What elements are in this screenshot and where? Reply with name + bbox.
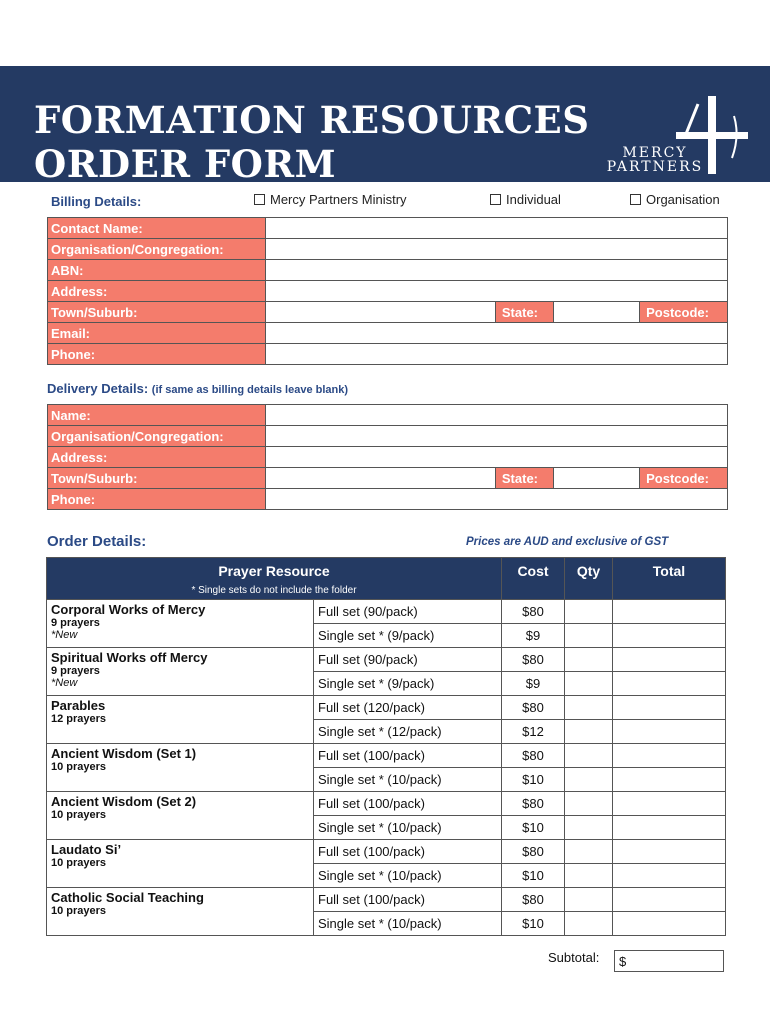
billing-table [47, 217, 728, 365]
delivery-phone-field[interactable] [265, 489, 727, 510]
single-set-qty[interactable] [565, 624, 613, 648]
table-row [47, 888, 726, 912]
abn-label: ABN: [48, 260, 266, 281]
resource-name: Corporal Works of Mercy [51, 602, 206, 617]
delivery-address-label: Address: [48, 447, 266, 468]
total-header: Total [613, 558, 726, 600]
resource-prayers: 10 prayers [51, 809, 107, 821]
town-field[interactable] [265, 302, 495, 323]
delivery-note: (if same as billing details leave blank) [151, 384, 349, 396]
delivery-label [47, 381, 348, 396]
resource-name: Spiritual Works off Mercy [51, 650, 208, 665]
resource-name: Parables [51, 698, 106, 713]
single-set-qty[interactable] [565, 720, 613, 744]
full-set-qty[interactable] [565, 888, 613, 912]
single-set-cost: $12 [502, 720, 565, 744]
table-row [47, 600, 726, 624]
full-set-cost: $80 [502, 600, 565, 624]
resource-prayers: 10 prayers [51, 905, 107, 917]
email-label: Email: [48, 323, 266, 344]
single-set-qty[interactable] [565, 816, 613, 840]
resource-name-cell [47, 648, 314, 696]
phone-field[interactable] [265, 344, 727, 365]
full-set-label: Full set (100/pack) [314, 840, 502, 864]
resource-prayers: 10 prayers [51, 761, 107, 773]
full-set-label: Full set (90/pack) [314, 600, 502, 624]
checkbox-icon[interactable] [490, 194, 501, 205]
billing-label: Billing Details: [51, 194, 142, 209]
single-set-qty[interactable] [565, 768, 613, 792]
resource-name: Laudato Si’ [51, 842, 122, 857]
option-individual[interactable] [490, 192, 561, 207]
resource-name-cell [47, 600, 314, 648]
resource-prayers: 10 prayers [51, 857, 107, 869]
single-set-label: Single set * (10/pack) [314, 816, 502, 840]
contact-name-field[interactable] [265, 218, 727, 239]
full-set-label: Full set (120/pack) [314, 696, 502, 720]
resource-header [47, 558, 502, 600]
full-set-cost: $80 [502, 744, 565, 768]
full-set-label: Full set (100/pack) [314, 792, 502, 816]
phone-label: Phone: [48, 344, 266, 365]
delivery-state-label: State: [495, 468, 554, 489]
full-set-total[interactable] [613, 600, 726, 624]
delivery-title: Delivery Details: [47, 381, 149, 396]
state-field[interactable] [554, 302, 640, 323]
delivery-organisation-field[interactable] [265, 426, 727, 447]
full-set-cost: $80 [502, 648, 565, 672]
resource-name-cell [47, 744, 314, 792]
state-label: State: [495, 302, 554, 323]
delivery-name-label: Name: [48, 405, 266, 426]
single-set-cost: $9 [502, 624, 565, 648]
single-set-total[interactable] [613, 864, 726, 888]
title-line-1: FORMATION RESOURCES [34, 98, 590, 142]
full-set-cost: $80 [502, 792, 565, 816]
full-set-total[interactable] [613, 792, 726, 816]
resource-new-badge: *New [51, 677, 78, 689]
single-set-label: Single set * (9/pack) [314, 672, 502, 696]
single-set-label: Single set * (12/pack) [314, 720, 502, 744]
contact-name-label: Contact Name: [48, 218, 266, 239]
table-row [47, 744, 726, 768]
single-set-qty[interactable] [565, 864, 613, 888]
resource-header-label: Prayer Resource [218, 563, 330, 579]
full-set-qty[interactable] [565, 600, 613, 624]
single-set-label: Single set * (10/pack) [314, 864, 502, 888]
delivery-table [47, 404, 728, 510]
full-set-total[interactable] [613, 696, 726, 720]
abn-field[interactable] [265, 260, 727, 281]
page-title [34, 98, 589, 186]
resource-name: Catholic Social Teaching [51, 890, 204, 905]
town-label: Town/Suburb: [48, 302, 266, 323]
postcode-label: Postcode: [640, 302, 728, 323]
full-set-total[interactable] [613, 744, 726, 768]
full-set-qty[interactable] [565, 648, 613, 672]
full-set-cost: $80 [502, 696, 565, 720]
option-label: Organisation [646, 192, 720, 207]
single-set-label: Single set * (9/pack) [314, 624, 502, 648]
qty-header: Qty [565, 558, 613, 600]
single-set-total[interactable] [613, 672, 726, 696]
single-set-cost: $10 [502, 816, 565, 840]
resource-prayers: 9 prayers [51, 665, 100, 677]
single-set-cost: $10 [502, 768, 565, 792]
resource-name: Ancient Wisdom (Set 1) [51, 746, 197, 761]
full-set-qty[interactable] [565, 792, 613, 816]
resource-name-cell [47, 696, 314, 744]
option-label: Mercy Partners Ministry [270, 192, 407, 207]
full-set-total[interactable] [613, 888, 726, 912]
resource-name-cell [47, 840, 314, 888]
order-table [46, 557, 726, 936]
order-body [47, 600, 726, 936]
delivery-postcode-label: Postcode: [640, 468, 728, 489]
logo-text [600, 146, 710, 174]
single-set-total[interactable] [613, 768, 726, 792]
delivery-town-field[interactable] [265, 468, 495, 489]
resource-header-note: * Single sets do not include the folder [191, 585, 357, 596]
single-set-label: Single set * (10/pack) [314, 768, 502, 792]
cost-header: Cost [502, 558, 565, 600]
organisation-label: Organisation/Congregation: [48, 239, 266, 260]
resource-prayers: 9 prayers [51, 617, 100, 629]
delivery-town-label: Town/Suburb: [48, 468, 266, 489]
checkbox-icon[interactable] [254, 194, 265, 205]
resource-new-badge: *New [51, 629, 78, 641]
single-set-cost: $10 [502, 912, 565, 936]
full-set-label: Full set (100/pack) [314, 744, 502, 768]
single-set-qty[interactable] [565, 912, 613, 936]
table-row [47, 696, 726, 720]
table-row [47, 792, 726, 816]
subtotal-field[interactable]: $ [614, 950, 724, 972]
delivery-name-field[interactable] [265, 405, 727, 426]
prices-note: Prices are AUD and exclusive of GST [466, 536, 669, 548]
delivery-organisation-label: Organisation/Congregation: [48, 426, 266, 447]
address-label: Address: [48, 281, 266, 302]
single-set-cost: $10 [502, 864, 565, 888]
table-row [47, 648, 726, 672]
single-set-label: Single set * (10/pack) [314, 912, 502, 936]
organisation-field[interactable] [265, 239, 727, 260]
resource-prayers: 12 prayers [51, 713, 107, 725]
resource-name: Ancient Wisdom (Set 2) [51, 794, 197, 809]
full-set-label: Full set (100/pack) [314, 888, 502, 912]
email-field[interactable] [265, 323, 727, 344]
single-set-total[interactable] [613, 624, 726, 648]
full-set-total[interactable] [613, 648, 726, 672]
table-row [47, 840, 726, 864]
full-set-cost: $80 [502, 888, 565, 912]
full-set-qty[interactable] [565, 744, 613, 768]
full-set-qty[interactable] [565, 840, 613, 864]
logo-line-2: PARTNERS [606, 159, 704, 175]
subtotal-label: Subtotal: [548, 950, 600, 965]
full-set-label: Full set (90/pack) [314, 648, 502, 672]
delivery-state-field[interactable] [554, 468, 640, 489]
delivery-address-field[interactable] [265, 447, 727, 468]
option-mercy-partners[interactable] [254, 192, 407, 207]
full-set-qty[interactable] [565, 696, 613, 720]
logo-line-1: MERCY [622, 145, 688, 161]
single-set-qty[interactable] [565, 672, 613, 696]
checkbox-icon[interactable] [630, 194, 641, 205]
order-label: Order Details: [47, 533, 147, 550]
address-field[interactable] [265, 281, 727, 302]
full-set-cost: $80 [502, 840, 565, 864]
single-set-cost: $9 [502, 672, 565, 696]
resource-name-cell [47, 888, 314, 936]
title-line-2: ORDER FORM [34, 142, 337, 186]
full-set-total[interactable] [613, 840, 726, 864]
single-set-total[interactable] [613, 720, 726, 744]
option-label: Individual [506, 192, 561, 207]
single-set-total[interactable] [613, 912, 726, 936]
resource-name-cell [47, 792, 314, 840]
delivery-phone-label: Phone: [48, 489, 266, 510]
single-set-total[interactable] [613, 816, 726, 840]
option-organisation[interactable] [630, 192, 720, 207]
